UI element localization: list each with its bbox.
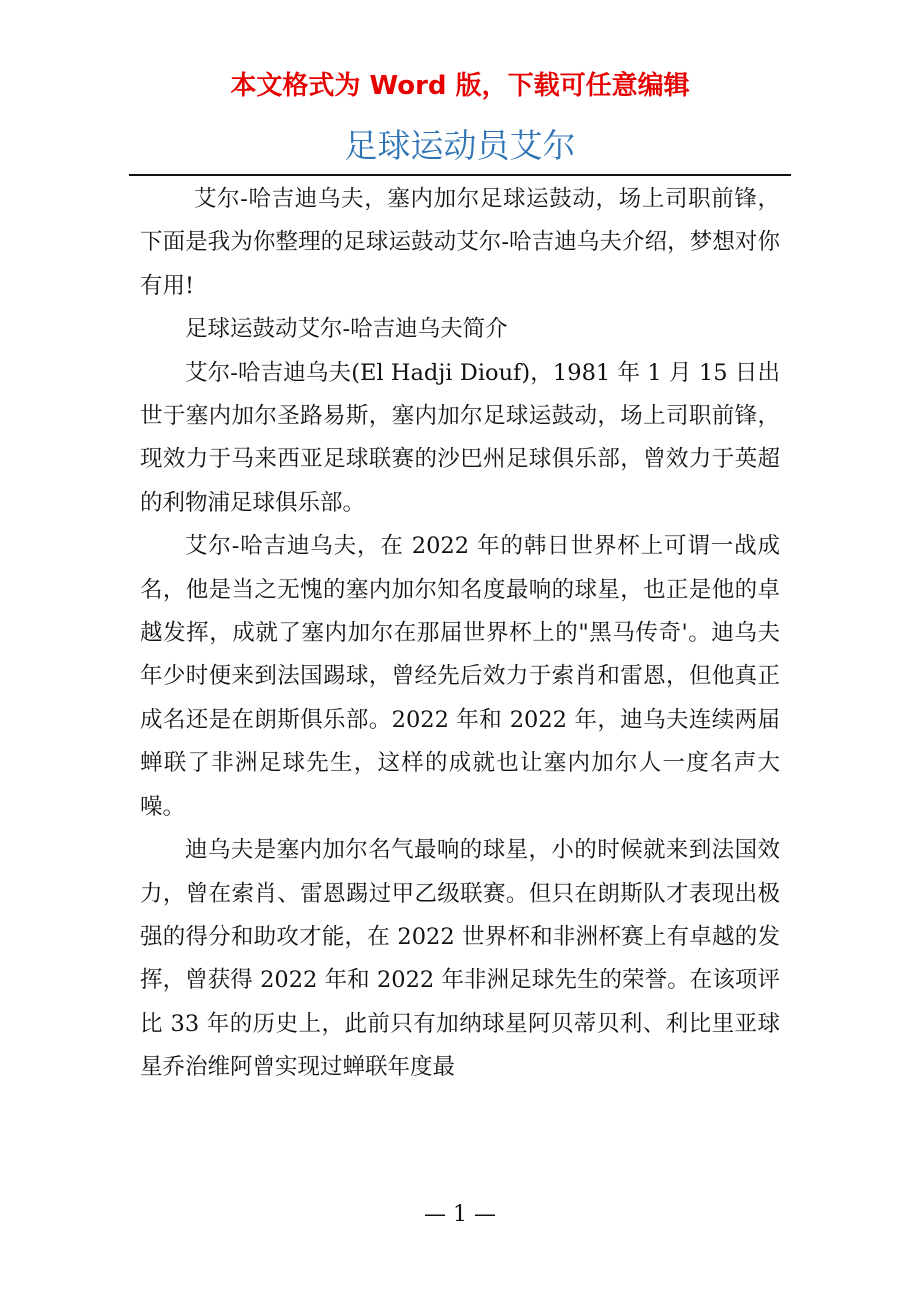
- career-paragraph: 艾尔-哈吉迪乌夫，在 2022 年的韩日世界杯上可谓一战成名，他是当之无愧的塞内加尔知名度最响的球星，也正是他的卓越发挥，成就了塞内加尔在那届世界杯上的"黑马传奇'。迪乌夫年少时便来到法国踢球，曾经先后效力于索肖和雷恩，但他真正成名还是在朗斯俱乐部。2022 年和 2022 年，迪乌夫连续两届蝉联了非洲足球先生，这样的成就也让塞内加尔人一度名声大噪。: [140, 533, 780, 820]
- format-notice-banner: 本文格式为 Word 版，下载可任意编辑: [230, 71, 690, 101]
- honors-paragraph: 迪乌夫是塞内加尔名气最响的球星，小的时候就来到法国效力，曾在索肖、雷恩踢过甲乙级联赛。但只在朗斯队才表现出极强的得分和助攻才能，在 2022 世界杯和非洲杯赛上有卓越的发挥，曾获得 2022 年和 2022 年非洲足球先生的荣誉。在该项评比 33 年的历史上，此前只有加纳球星阿贝蒂贝利、利比里亚球星乔治维阿曾实现过蝉联年度最: [140, 837, 780, 1081]
- document-body: [140, 178, 780, 1090]
- section-heading: 足球运鼓动艾尔-哈吉迪乌夫简介: [185, 316, 508, 343]
- page-number: — 1 —: [424, 1202, 496, 1227]
- title-divider: [129, 174, 791, 176]
- intro-paragraph: 艾尔-哈吉迪乌夫，塞内加尔足球运鼓动，场上司职前锋，下面是我为你整理的足球运鼓动艾尔-哈吉迪乌夫介绍，梦想对你有用!: [140, 186, 780, 299]
- bio-paragraph: 艾尔-哈吉迪乌夫(El Hadji Diouf)，1981 年 1 月 15 日出世于塞内加尔圣路易斯，塞内加尔足球运鼓动，场上司职前锋，现效力于马来西亚足球联赛的沙巴州足球俱乐部，曾效力于英超的利物浦足球俱乐部。: [140, 359, 780, 516]
- document-title: 足球运动员艾尔: [344, 126, 576, 165]
